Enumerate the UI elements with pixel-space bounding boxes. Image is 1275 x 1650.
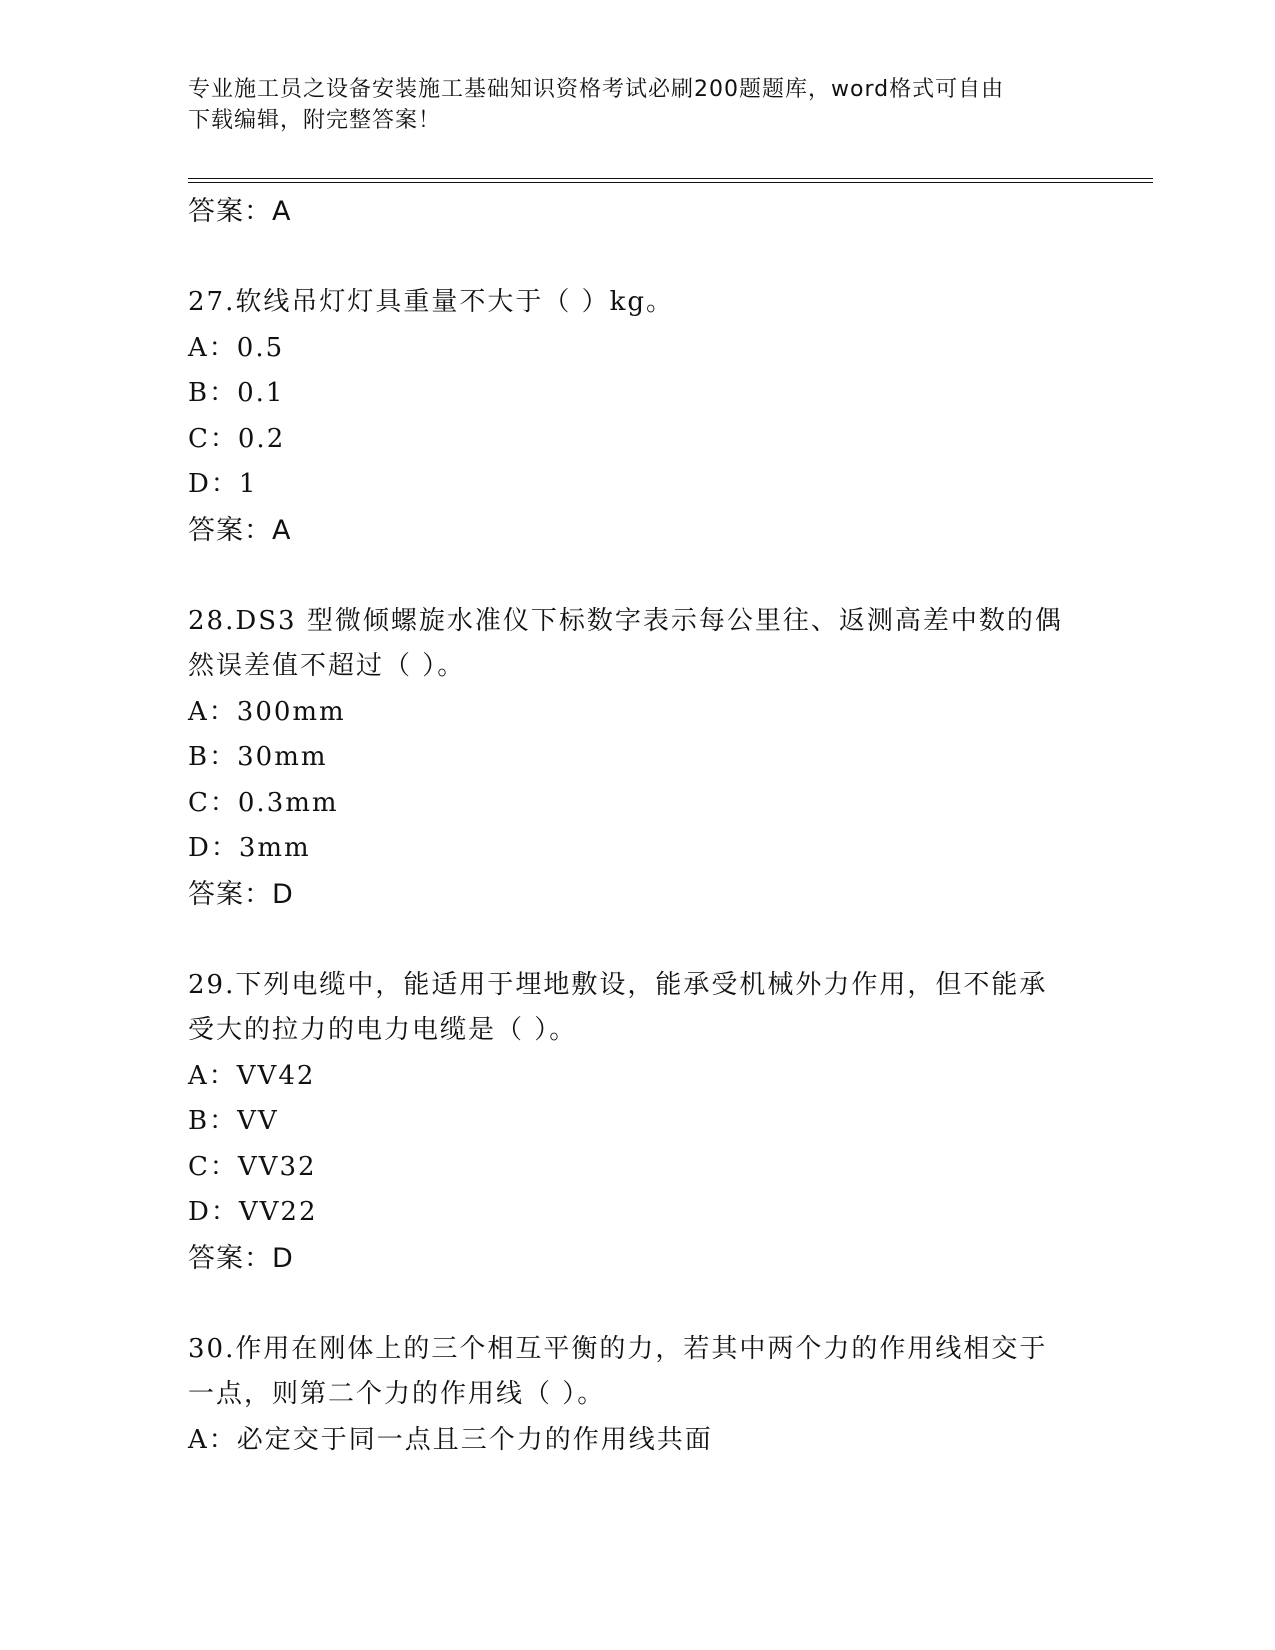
header-divider [188,178,1153,183]
question-list [188,189,1088,1463]
option-b: B：VV [188,1106,279,1136]
option-c: C：0.2 [188,423,286,454]
header-title-line-2: 下载编辑，附完整答案！ [188,108,442,133]
question-text: 29.下列电缆中，能适用于埋地敷设，能承受机械外力作用，但不能承 [188,969,1048,1000]
option-c: C：0.3mm [188,787,339,818]
option-a: A：300mm [188,696,346,727]
spacer [188,1281,1088,1327]
question-block [188,1327,1088,1464]
document-header [188,74,1068,136]
question-text-continued: 受大的拉力的电力电缆是（ ）。 [188,1015,578,1045]
question-text-continued: 然误差值不超过（ ）。 [188,651,466,681]
question-text-continued: 一点，则第二个力的作用线（ ）。 [188,1379,606,1409]
header-title-line-1: 专业施工员之设备安装施工基础知识资格考试必刷200题题库，word格式可自由 [188,77,1005,102]
question-block [188,599,1088,918]
option-a: A：0.5 [188,332,285,363]
option-a: A：VV42 [188,1060,316,1091]
option-d: D：3mm [188,833,311,863]
question-text: 27.软线吊灯灯具重量不大于（ ）kg。 [188,287,675,317]
question-text: 28.DS3 型微倾螺旋水准仪下标数字表示每公里往、返测高差中数的偶 [188,605,1063,636]
option-b: B：0.1 [188,378,285,408]
spacer [188,917,1088,963]
answer-line: 答案：D [188,878,294,910]
question-text: 30.作用在刚体上的三个相互平衡的力，若其中两个力的作用线相交于 [188,1333,1048,1364]
option-a: A：必定交于同一点且三个力的作用线共面 [188,1424,713,1455]
answer-line: 答案：A [188,196,292,227]
option-d: D：VV22 [188,1197,318,1227]
spacer [188,553,1088,599]
spacer [188,235,1088,281]
option-b: B：30mm [188,742,328,772]
option-c: C：VV32 [188,1151,317,1182]
question-block [188,963,1088,1282]
option-d: D：1 [188,469,258,499]
answer-line: 答案：A [188,514,292,546]
answer-line: 答案：D [188,1242,294,1274]
question-block [188,280,1088,553]
